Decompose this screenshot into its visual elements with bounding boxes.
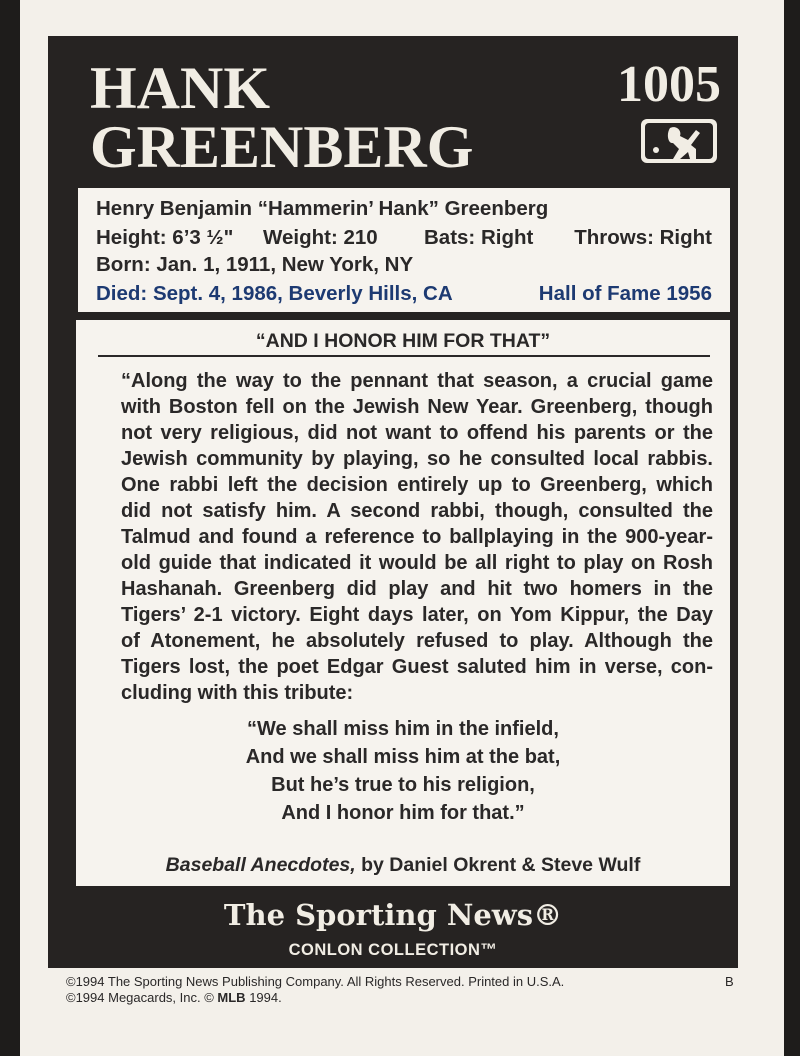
card-number: 1005 bbox=[617, 56, 721, 113]
story-title: “AND I HONOR HIM FOR THAT” bbox=[255, 330, 551, 352]
poem-line: “We shall miss him in the infield, bbox=[247, 718, 559, 740]
brand-title: The Sporting News® bbox=[223, 898, 563, 932]
hall-of-fame: Hall of Fame 1956 bbox=[538, 282, 712, 305]
poem-line: And we shall miss him at the bat, bbox=[245, 746, 561, 768]
height: Height: 6’3 ½" bbox=[96, 226, 234, 249]
story-line: Tigers lost, the poet Edgar Guest saluted him in verse, con- bbox=[121, 656, 713, 678]
throws: Throws: Right bbox=[574, 226, 712, 249]
player-last-name: GREENBERG bbox=[90, 114, 474, 180]
story-line: “Along the way to the pennant that season, a crucial game bbox=[121, 370, 713, 392]
bats: Bats: Right bbox=[424, 226, 534, 249]
bio-box bbox=[78, 188, 730, 312]
story-line: did not satisfy him. A second rabbi, though, consulted the bbox=[121, 500, 713, 522]
story-line: cluding with this tribute: bbox=[121, 682, 354, 704]
weight: Weight: 210 bbox=[263, 226, 378, 249]
source-authors: by Daniel Okrent & Steve Wulf bbox=[355, 854, 641, 876]
poem-line: And I honor him for that.” bbox=[281, 802, 525, 824]
card-code: B bbox=[725, 974, 734, 989]
story-line: Hashanah. Greenberg did play and hit two homers in the bbox=[121, 578, 713, 600]
story-line: Tigers’ 2-1 victory. Eight days later, on Yom Kippur, the Day bbox=[121, 604, 713, 626]
poem-line: But he’s true to his religion, bbox=[271, 774, 535, 796]
copyright-prefix: ©1994 Megacards, Inc. © bbox=[66, 990, 218, 1005]
died: Died: Sept. 4, 1986, Beverly Hills, CA bbox=[96, 282, 453, 305]
born: Born: Jan. 1, 1911, New York, NY bbox=[96, 253, 414, 276]
brand-subtitle: CONLON COLLECTION™ bbox=[288, 941, 498, 959]
copyright-line-2 bbox=[66, 989, 282, 1007]
story-line: not very religious, did not want to offend his parents or the bbox=[121, 422, 713, 444]
story-line: with Boston fell on the Jewish New Year. Greenberg, though bbox=[121, 396, 713, 418]
story-line: Talmud and found a reference to ballplaying in the 900-year- bbox=[121, 526, 713, 548]
story-line: old guide that indicated it would be all right to play on Rosh bbox=[121, 552, 713, 574]
died-row bbox=[96, 281, 712, 307]
full-name: Henry Benjamin “Hammerin’ Hank” Greenberg bbox=[96, 197, 549, 220]
copyright-mlb: MLB bbox=[217, 990, 246, 1005]
story-box bbox=[76, 320, 730, 886]
story-line: of Atonement, he absolutely refused to play. Although the bbox=[121, 630, 713, 652]
story-source bbox=[76, 852, 730, 878]
mlb-logo-icon bbox=[640, 118, 718, 164]
copyright-suffix: 1994. bbox=[245, 990, 282, 1005]
player-first-name: HANK bbox=[90, 55, 270, 121]
copyright-line-1: ©1994 The Sporting News Publishing Company. All Rights Reserved. Printed in U.S.A. bbox=[66, 974, 565, 989]
story-line: One rabbi left the decision entirely up to Greenberg, which bbox=[121, 474, 713, 496]
source-title: Baseball Anecdotes, bbox=[165, 854, 356, 876]
story-line: Jewish community by playing, so he consulted local rabbis. bbox=[121, 448, 713, 470]
title-underline bbox=[98, 355, 710, 357]
